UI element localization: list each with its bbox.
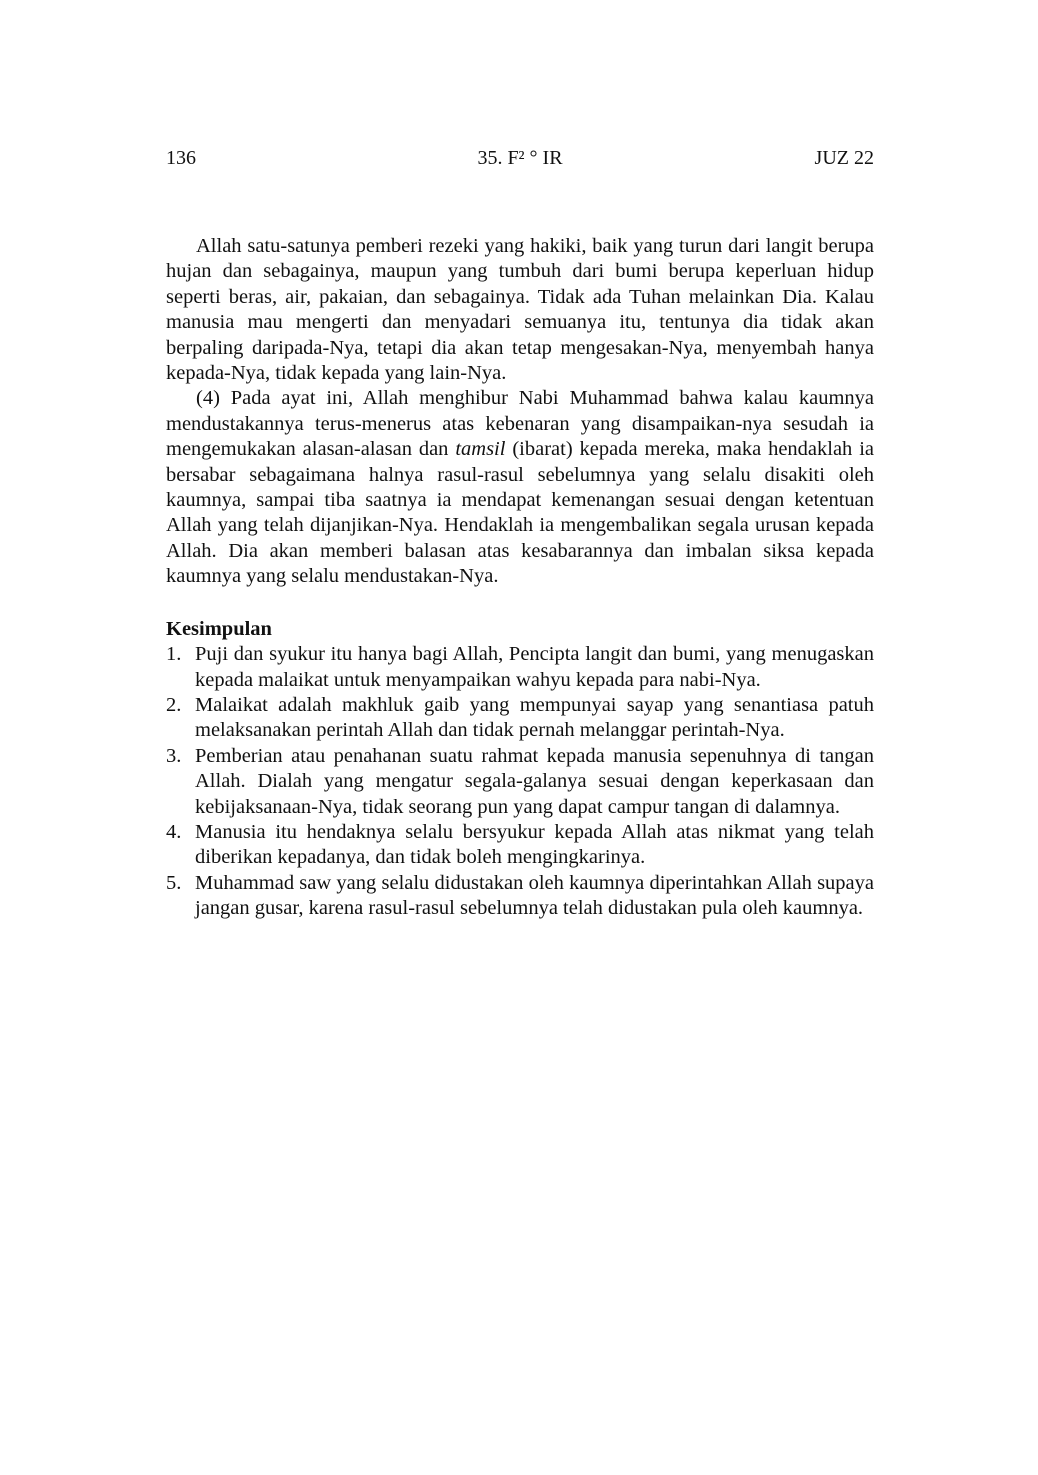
list-item xyxy=(166,871,874,922)
paragraph-2 xyxy=(166,386,874,589)
paragraph-2-text-b: (ibarat) kepada mereka, maka hendaklah ia bersabar sebagaimana halnya rasul-rasul sebelumnya yang selalu disakiti oleh kaumnya, sampai tiba saatnya ia mendapat kemenangan sesuai dengan ketentuan Allah yang telah dijanjikan-Nya. Hendaklah ia mengembalikan segala urusan kepada Allah. Dia akan memberi balasan atas kesabarannya dan imbalan siksa kepada kaumnya yang selalu mendustakan-Nya. xyxy=(166,438,874,588)
page-header xyxy=(166,145,874,171)
list-item-text: Pemberian atau penahanan suatu rahmat kepada manusia sepenuhnya di tangan Allah. Dialah yang mengatur segala-galanya sesuai dengan keperkasaan dan kebijaksanaan-Nya, tidak seorang pun yang dapat campur tangan di dalamnya. xyxy=(195,744,874,818)
page-number: 136 xyxy=(166,147,196,169)
chapter-title: 35. F² ° IR xyxy=(477,147,563,169)
italic-term: tamsil xyxy=(455,438,506,461)
list-item xyxy=(166,820,874,871)
list-item-number: 5. xyxy=(166,871,182,894)
list-item xyxy=(166,744,874,820)
list-item xyxy=(166,642,874,693)
paragraph-2-text-a: (4) Pada ayat ini, Allah menghibur Nabi Muhammad bahwa kalau kaumnya mendustakannya terus-menerus atas kebenaran yang disampaikan-nya sesudah ia mengemukakan alasan-alasan dan xyxy=(166,387,874,461)
list-item xyxy=(166,693,874,744)
list-item-number: 4. xyxy=(166,820,182,843)
page-body xyxy=(166,234,874,922)
list-item-text: Muhammad saw yang selalu didustakan oleh kaumnya diperintahkan Allah supaya jangan gusar, karena rasul-rasul sebelumnya telah didustakan pula oleh kaumnya. xyxy=(195,871,874,920)
list-item-number: 3. xyxy=(166,744,182,767)
paragraph-1: Allah satu-satunya pemberi rezeki yang hakiki, baik yang turun dari langit berupa hujan dan sebagainya, maupun yang tumbuh dari bumi berupa keperluan hidup seperti beras, air, pakaian, dan sebagainya. Tidak ada Tuhan melainkan Dia. Kalau manusia mau mengerti dan menyadari semuanya itu, tentunya dia tidak akan berpaling daripada-Nya, tetapi dia akan tetap mengesakan-Nya, menyembah hanya kepada-Nya, tidak kepada yang lain-Nya. xyxy=(166,235,874,385)
list-item-number: 1. xyxy=(166,643,182,666)
list-item-number: 2. xyxy=(166,693,182,716)
section-heading: Kesimpulan xyxy=(166,617,272,640)
list-item-text: Puji dan syukur itu hanya bagi Allah, Pencipta langit dan bumi, yang menugaskan kepada malaikat untuk menyampaikan wahyu kepada para nabi-Nya. xyxy=(195,643,874,691)
juz-label: JUZ 22 xyxy=(814,147,874,169)
conclusion-list xyxy=(166,642,874,921)
list-item-text: Manusia itu hendaknya selalu bersyukur kepada Allah atas nikmat yang telah diberikan kepadanya, dan tidak boleh mengingkarinya. xyxy=(195,820,874,869)
list-item-text: Malaikat adalah makhluk gaib yang mempunyai sayap yang senantiasa patuh melaksanakan perintah Allah dan tidak pernah melanggar perintah-Nya. xyxy=(195,693,874,742)
